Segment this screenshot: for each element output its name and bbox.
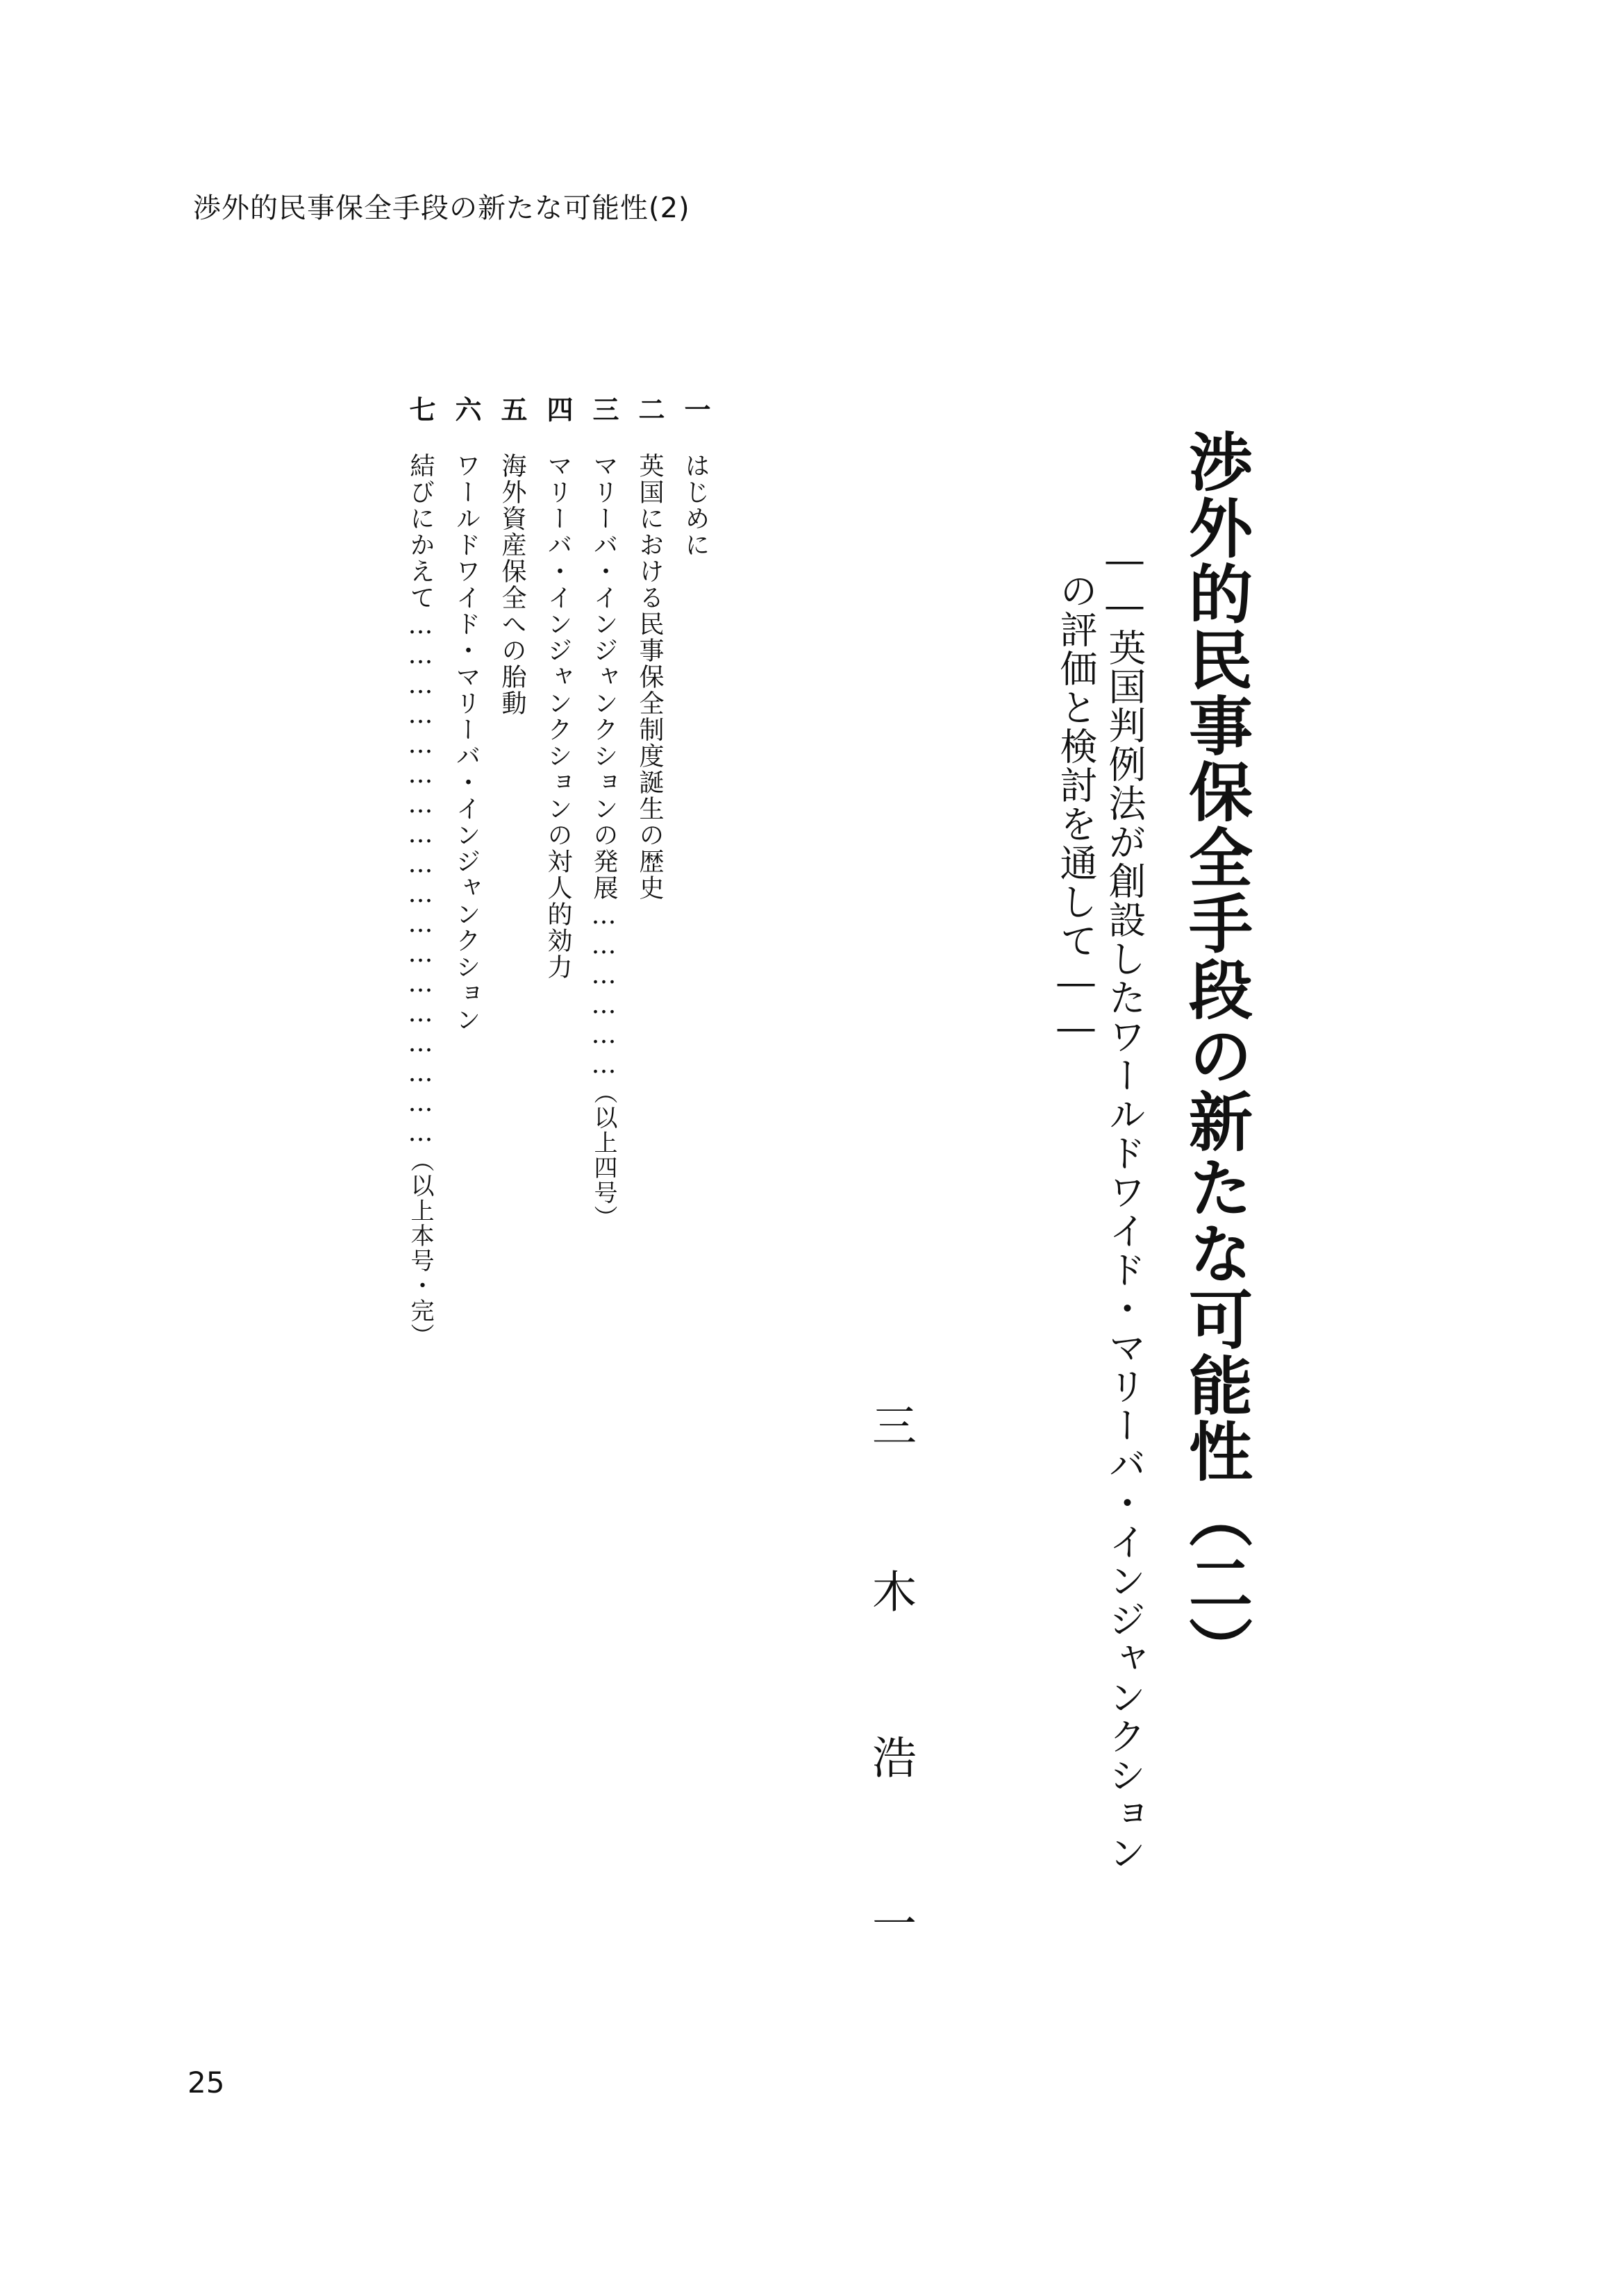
running-header: 渉外的民事保全手段の新たな可能性(2)	[193, 192, 690, 224]
toc-item-number: 一	[680, 396, 711, 422]
toc-item	[634, 396, 665, 1348]
article-subtitle-line-2: の評価と検討を通して――	[1054, 571, 1098, 1050]
toc-item-text: 海外資産保全への胎動	[498, 453, 526, 717]
toc-item-text: 結びにかえて………………………………………………	[406, 453, 435, 1148]
toc-item-note: （以上四号）	[590, 1080, 617, 1230]
toc-item-text: マリーバ・インジャンクションの対人的効力	[544, 453, 572, 980]
toc-item	[680, 396, 711, 1348]
toc-item-note: （以上本号・完）	[406, 1148, 434, 1348]
article-subtitle-line-1: ――英国判例法が創設したワールドワイド・マリーバ・インジャンクション	[1103, 538, 1146, 1872]
toc-item-text: はじめに	[681, 453, 710, 558]
page-number: 25	[187, 2065, 225, 2100]
toc-item	[451, 396, 482, 1348]
toc-item	[497, 396, 528, 1348]
toc-item-number: 六	[451, 396, 482, 422]
toc-item	[542, 396, 574, 1348]
toc-item-number: 五	[497, 396, 528, 422]
toc-item-number: 二	[634, 396, 665, 422]
toc-item-number: 四	[542, 396, 574, 422]
toc-item	[405, 396, 436, 1348]
article-title: 渉外的民事保全手段の新たな可能性（二）	[1178, 429, 1253, 1682]
author-name: 三木浩一	[865, 1402, 916, 2066]
toc-item	[590, 396, 617, 1348]
toc-item-text: ワールドワイド・マリーバ・インジャンクション	[452, 453, 481, 1033]
toc-item-number: 七	[405, 396, 436, 422]
toc-item-text: マリーバ・インジャンクションの発展………………	[590, 453, 618, 1080]
table-of-contents	[405, 396, 711, 1348]
toc-item-text: 英国における民事保全制度誕生の歴史	[635, 453, 664, 901]
toc-item-number: 三	[588, 396, 619, 422]
